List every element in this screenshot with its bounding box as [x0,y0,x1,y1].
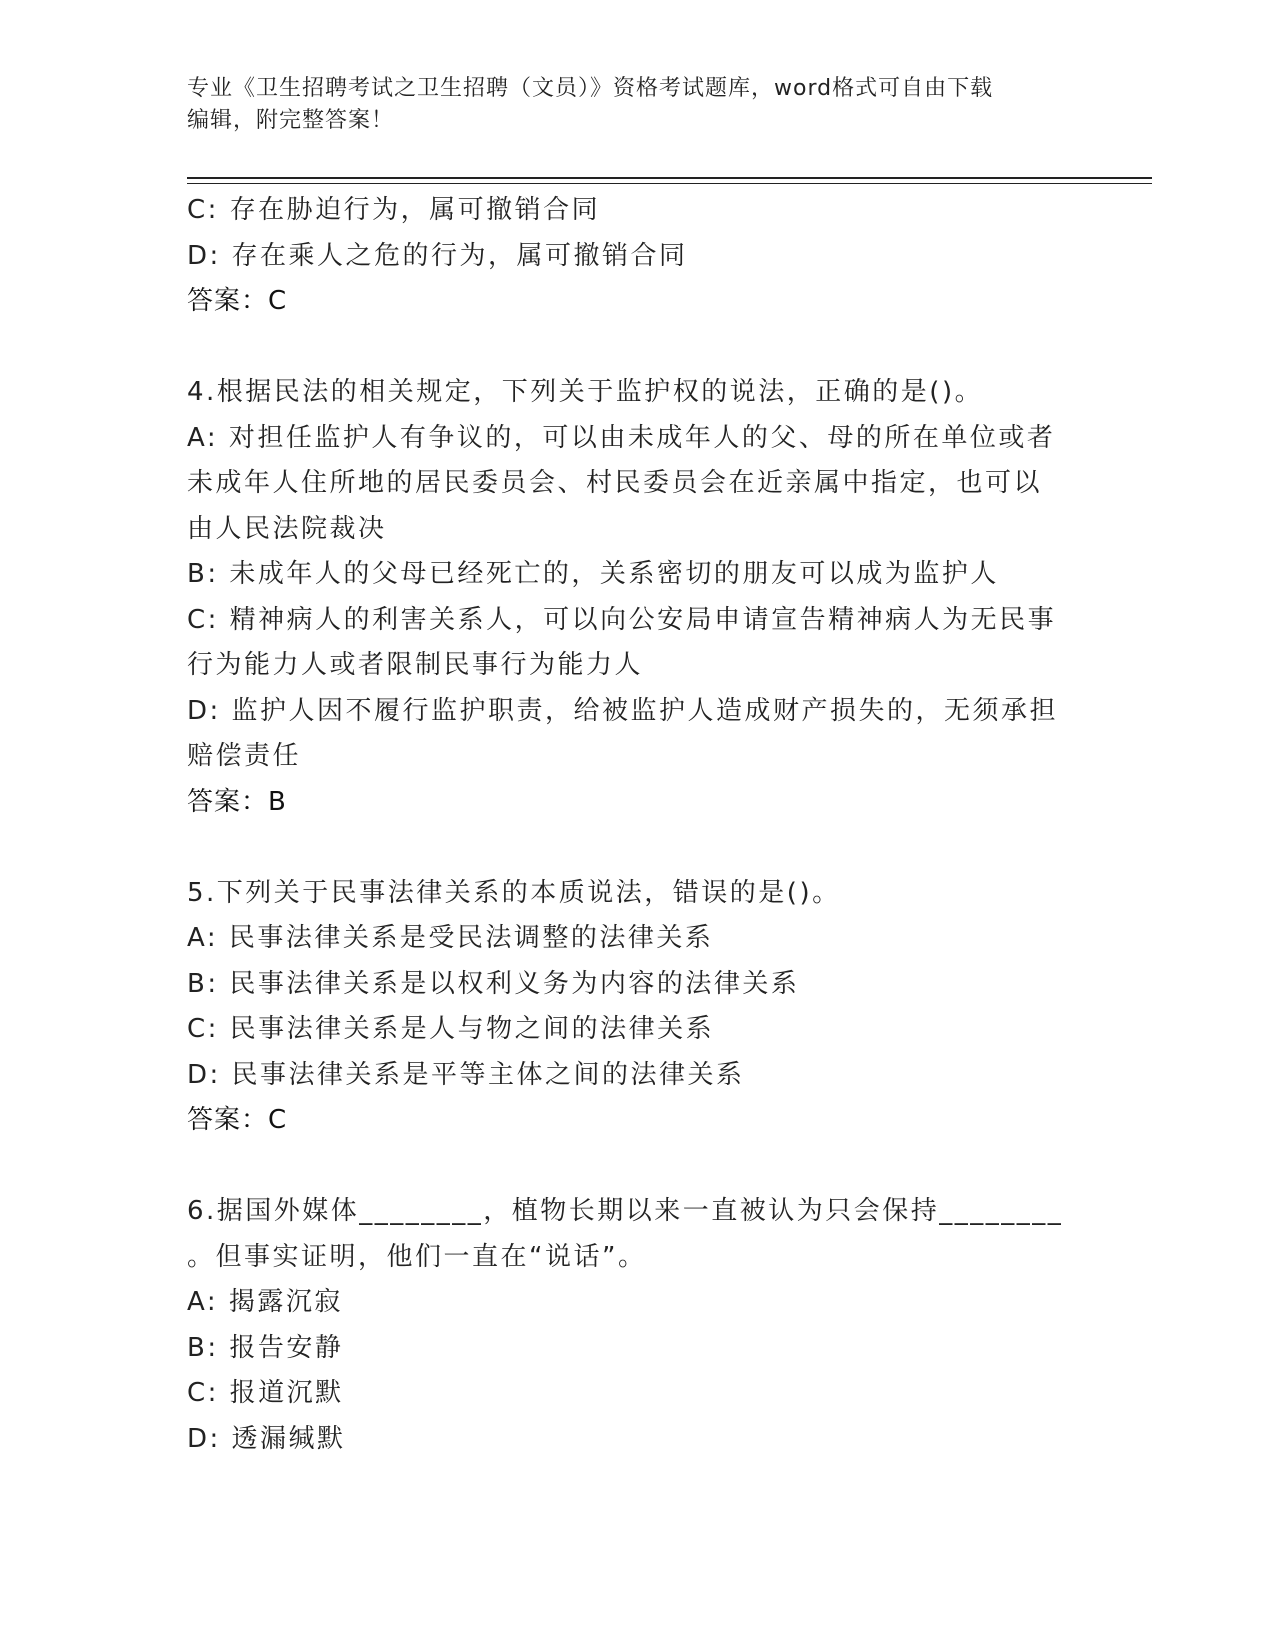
spacer [187,325,1087,371]
q4-option-a-line-3: 由人民法院裁决 [187,513,387,544]
q4-option-a-line-1: A: 对担任监护人有争议的，可以由未成年人的父、母的所在单位或者 [187,422,1056,453]
q6-option-b: B: 报告安静 [187,1332,344,1363]
question-3-tail [187,188,1087,325]
q4-question: 4.根据民法的相关规定，下列关于监护权的说法，正确的是()。 [187,377,984,407]
q6-option-a: A: 揭露沉寂 [187,1287,343,1317]
q4-option-a-line-2: 未成年人住所地的居民委员会、村民委员会在近亲属中指定，也可以 [187,468,1043,498]
q3-option-c: C: 存在胁迫行为，属可撤销合同 [187,195,601,225]
q6-question-line-2: 。但事实证明，他们一直在“说话”。 [187,1241,647,1272]
q3-answer: 答案：C [187,286,288,316]
q4-answer: 答案：B [187,786,287,817]
q5-option-c: C: 民事法律关系是人与物之间的法律关系 [187,1014,715,1044]
spacer [187,1144,1087,1190]
q5-option-d: D: 民事法律关系是平等主体之间的法律关系 [187,1059,745,1090]
spacer [187,825,1087,871]
q5-option-a: A: 民事法律关系是受民法调整的法律关系 [187,923,714,953]
q4-option-c-line-2: 行为能力人或者限制民事行为能力人 [187,650,644,680]
header-line-2: 编辑，附完整答案！ [187,108,395,133]
question-4 [187,370,1087,825]
q6-question-line-1: 6.据国外媒体________，植物长期以来一直被认为只会保持________ [187,1196,1064,1226]
q5-answer: 答案：C [187,1105,288,1135]
q6-option-c: C: 报道沉默 [187,1378,344,1408]
header-line-1: 专业《卫生招聘考试之卫生招聘（文员）》资格考试题库，word格式可自由下载 [187,76,994,101]
header-divider-thin [187,183,1152,184]
page-header [187,73,1067,137]
question-list [187,188,1087,1462]
q3-option-d: D: 存在乘人之危的行为，属可撤销合同 [187,240,688,271]
q4-option-d-line-2: 赔偿责任 [187,741,302,771]
q4-option-b: B: 未成年人的父母已经死亡的，关系密切的朋友可以成为监护人 [187,559,999,589]
question-5 [187,871,1087,1144]
q6-option-d: D: 透漏缄默 [187,1423,346,1454]
q4-option-d-line-1: D: 监护人因不履行监护职责，给被监护人造成财产损失的，无须承担 [187,695,1059,726]
q5-question: 5.下列关于民事法律关系的本质说法，错误的是()。 [187,877,841,908]
q5-option-b: B: 民事法律关系是以权利义务为内容的法律关系 [187,968,800,999]
question-6 [187,1189,1087,1462]
q4-option-c-line-1: C: 精神病人的利害关系人，可以向公安局申请宣告精神病人为无民事 [187,604,1057,635]
header-divider-thick [187,177,1152,179]
